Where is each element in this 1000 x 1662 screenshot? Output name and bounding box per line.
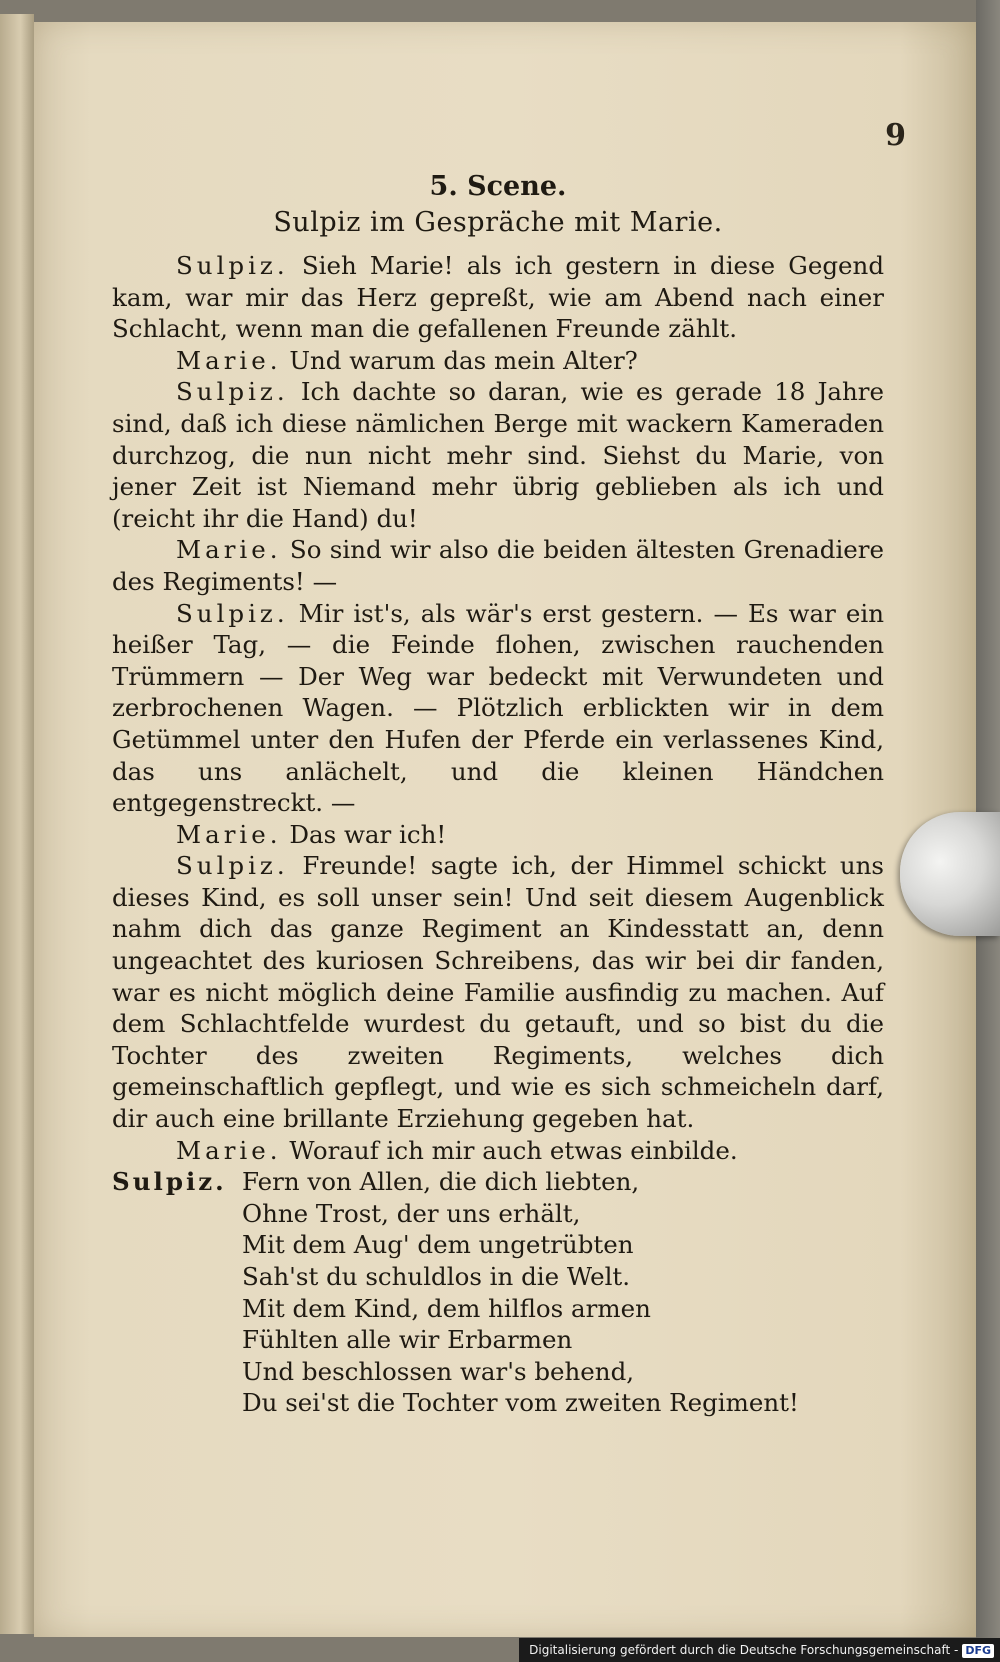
- page-text: [112, 170, 884, 1419]
- scene-heading: 5. Scene.: [429, 171, 567, 202]
- speaker-name: Sulpiz.: [176, 251, 289, 280]
- verse-line: Ohne Trost, der uns erhält,: [242, 1198, 581, 1228]
- dialogue-paragraph: [112, 534, 884, 597]
- verse-line: Du sei'st die Tochter vom zweiten Regiment!: [242, 1388, 799, 1418]
- dialogue-paragraph: [112, 376, 884, 534]
- speaker-name: Marie.: [176, 1135, 282, 1165]
- page-number: 9: [885, 118, 906, 153]
- dialogue-text: Und warum das mein Alter?: [289, 345, 638, 375]
- speaker-name: Sulpiz.: [176, 851, 289, 881]
- dialogue-text: Sieh Marie! als ich gestern in diese Gegend kam, war mir das Herz gepreßt, wie am Abend nach einer Schlacht, wenn man die gefallenen Freunde zählt.: [112, 251, 885, 344]
- verse-line: Und beschlossen war's behend,: [242, 1356, 635, 1386]
- dialogue-text: Freunde! sagte ich, der Himmel schickt uns dieses Kind, es soll unser sein! Und seit diesem Augenblick nahm dich das ganze Regiment an Kindesstatt an, denn ungeachtet des kuriosen Schreibens, das wir bei dir fanden, war es nicht möglich deine Familie ausfindig zu machen. Auf dem Schlachtfelde wurdest du getauft, und so bist du die Tochter des zweiten Regiments, welches dich gemeinschaftlich gepflegt, und wie es sich schmeicheln darf, dir auch eine brillante Erziehung gegeben hat.: [112, 851, 884, 1134]
- speaker-name: Sulpiz.: [176, 377, 289, 407]
- dialogue-paragraph: [112, 1135, 884, 1167]
- scene-subheading: Sulpiz im Gespräche mit Marie.: [273, 207, 723, 238]
- dfg-logo-badge: DFG: [962, 1644, 994, 1658]
- speaker-name: Marie.: [176, 819, 282, 849]
- dialogue-paragraph: [112, 345, 884, 377]
- speaker-name: Marie.: [176, 535, 282, 565]
- dialogue-text: Das war ich!: [289, 819, 447, 849]
- dialogue-paragraph: [112, 598, 884, 819]
- dialogue-paragraph: [112, 819, 884, 851]
- dialogue-text: So sind wir also die beiden ältesten Grenadiere des Regiments! —: [112, 535, 884, 596]
- verse-block: [112, 1166, 884, 1419]
- digitization-footer: [519, 1638, 1000, 1662]
- dialogue-paragraph: [112, 850, 884, 1134]
- verse-line: Mit dem Aug' dem ungetrübten: [242, 1230, 634, 1260]
- dialogue-paragraph: [112, 250, 884, 345]
- book-page: [34, 22, 976, 1637]
- verse-line: [112, 1166, 884, 1198]
- verse-speaker: Sulpiz.: [112, 1167, 227, 1197]
- previous-page-edge: [0, 14, 34, 1634]
- verse-line: Sah'st du schuldlos in die Welt.: [242, 1262, 631, 1291]
- verse-line: Fühlten alle wir Erbarmen: [242, 1325, 573, 1355]
- dialogue-text: Ich dachte so daran, wie es gerade 18 Jahre sind, daß ich diese nämlichen Berge mit wackern Kameraden durchzog, die nun nicht mehr sind. Siehst du Marie, von jener Zeit ist Niemand mehr übrig geblieben als ich und (reicht ihr die Hand) du!: [112, 377, 884, 533]
- dialogue-text: Mir ist's, als wär's erst gestern. — Es war ein heißer Tag, — die Feinde flohen, zwischen rauchenden Trümmern — Der Weg war bedeckt mit Verwundeten und zerbrochenen Wagen. — Plötzlich erblickten wir in dem Getümmel unter den Hufen der Pferde ein verlassenes Kind, das uns anlächelt, und die kleinen Händchen entgegenstreckt. —: [112, 598, 884, 818]
- dialogue-text: Worauf ich mir auch etwas einbilde.: [289, 1135, 738, 1165]
- speaker-name: Sulpiz.: [176, 598, 289, 628]
- verse-line: Mit dem Kind, dem hilflos armen: [242, 1293, 651, 1323]
- verse-line-text: Fern von Allen, die dich liebten,: [242, 1167, 640, 1197]
- speaker-name: Marie.: [176, 345, 282, 375]
- footer-credit-text: Digitalisierung gefördert durch die Deutsche Forschungsgemeinschaft -: [529, 1643, 959, 1657]
